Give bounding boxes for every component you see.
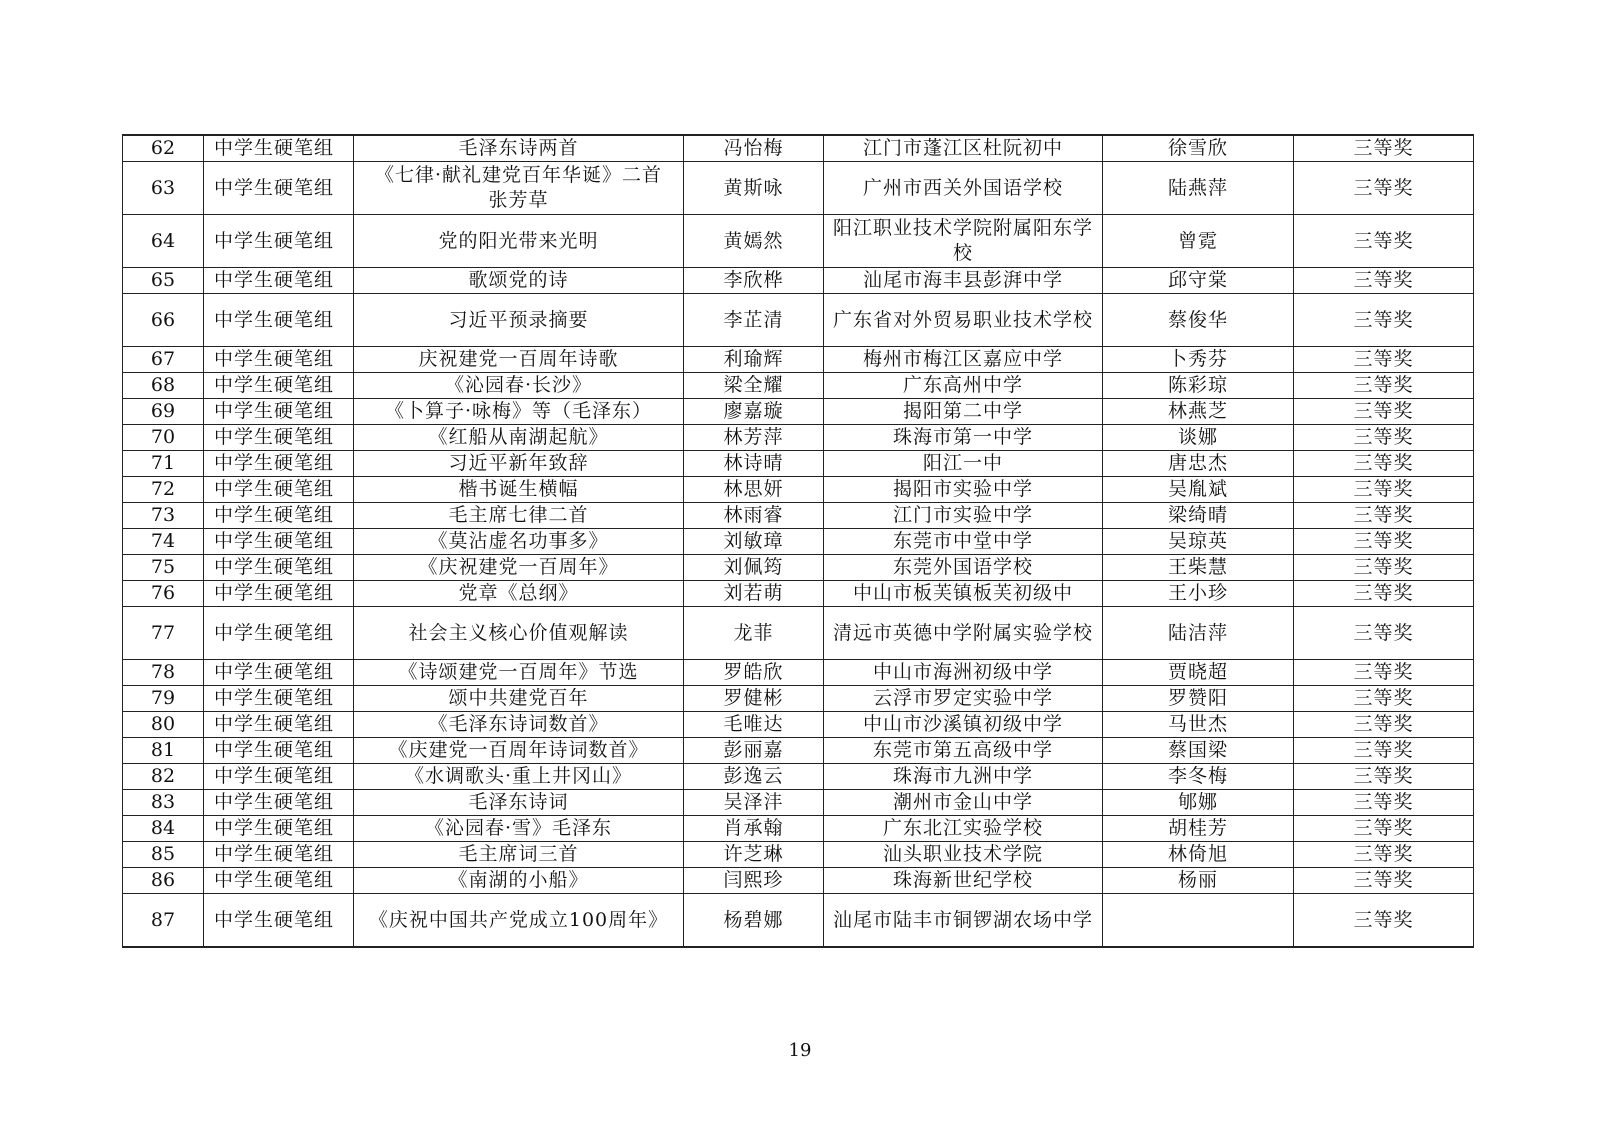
entry-author: 杨碧娜 bbox=[684, 894, 824, 948]
entry-author: 梁全耀 bbox=[684, 373, 824, 399]
entry-school: 汕尾市陆丰市铜锣湖农场中学 bbox=[824, 894, 1103, 948]
entry-author: 黄斯咏 bbox=[684, 162, 824, 215]
entry-category: 中学生硬笔组 bbox=[204, 135, 354, 162]
entry-category: 中学生硬笔组 bbox=[204, 215, 354, 268]
table-row bbox=[123, 503, 1474, 529]
entry-category: 中学生硬笔组 bbox=[204, 764, 354, 790]
entry-category: 中学生硬笔组 bbox=[204, 373, 354, 399]
entry-category: 中学生硬笔组 bbox=[204, 581, 354, 607]
entry-author: 肖承翰 bbox=[684, 816, 824, 842]
entry-award: 三等奖 bbox=[1294, 790, 1474, 816]
entry-author: 彭丽嘉 bbox=[684, 738, 824, 764]
table-row bbox=[123, 529, 1474, 555]
entry-school: 中山市板芙镇板芙初级中 bbox=[824, 581, 1103, 607]
entry-number: 69 bbox=[123, 399, 204, 425]
entry-teacher: 陆燕萍 bbox=[1103, 162, 1294, 215]
entry-award: 三等奖 bbox=[1294, 162, 1474, 215]
entry-author: 龙菲 bbox=[684, 607, 824, 660]
table-row bbox=[123, 268, 1474, 294]
entry-school: 江门市蓬江区杜阮初中 bbox=[824, 135, 1103, 162]
entry-number: 80 bbox=[123, 712, 204, 738]
entry-teacher: 曾霓 bbox=[1103, 215, 1294, 268]
entry-teacher: 李冬梅 bbox=[1103, 764, 1294, 790]
entry-school: 东莞市第五高级中学 bbox=[824, 738, 1103, 764]
entry-award: 三等奖 bbox=[1294, 347, 1474, 373]
entry-author: 林诗晴 bbox=[684, 451, 824, 477]
entry-title: 《水调歌头·重上井冈山》 bbox=[354, 764, 684, 790]
table-row bbox=[123, 790, 1474, 816]
entry-number: 81 bbox=[123, 738, 204, 764]
entry-title: 歌颂党的诗 bbox=[354, 268, 684, 294]
entry-teacher: 蔡国梁 bbox=[1103, 738, 1294, 764]
entry-award: 三等奖 bbox=[1294, 425, 1474, 451]
table-row bbox=[123, 842, 1474, 868]
entry-school: 云浮市罗定实验中学 bbox=[824, 686, 1103, 712]
entry-category: 中学生硬笔组 bbox=[204, 503, 354, 529]
table-row bbox=[123, 894, 1474, 948]
entry-award: 三等奖 bbox=[1294, 607, 1474, 660]
entry-number: 64 bbox=[123, 215, 204, 268]
entry-category: 中学生硬笔组 bbox=[204, 268, 354, 294]
entry-category: 中学生硬笔组 bbox=[204, 451, 354, 477]
entry-school: 珠海市九洲中学 bbox=[824, 764, 1103, 790]
entry-category: 中学生硬笔组 bbox=[204, 790, 354, 816]
entry-number: 84 bbox=[123, 816, 204, 842]
entry-author: 冯怡梅 bbox=[684, 135, 824, 162]
entry-award: 三等奖 bbox=[1294, 268, 1474, 294]
entry-author: 罗健彬 bbox=[684, 686, 824, 712]
entry-author: 李芷清 bbox=[684, 294, 824, 347]
entry-number: 67 bbox=[123, 347, 204, 373]
entry-school: 江门市实验中学 bbox=[824, 503, 1103, 529]
entry-school: 中山市海洲初级中学 bbox=[824, 660, 1103, 686]
entry-number: 76 bbox=[123, 581, 204, 607]
entry-title: 党的阳光带来光明 bbox=[354, 215, 684, 268]
entry-author: 许芝琳 bbox=[684, 842, 824, 868]
entry-author: 吴泽沣 bbox=[684, 790, 824, 816]
entry-teacher: 王柴慧 bbox=[1103, 555, 1294, 581]
entry-teacher: 梁绮晴 bbox=[1103, 503, 1294, 529]
entry-teacher: 马世杰 bbox=[1103, 712, 1294, 738]
entry-award: 三等奖 bbox=[1294, 842, 1474, 868]
entry-title: 《庆祝中国共产党成立100周年》 bbox=[354, 894, 684, 948]
entry-teacher: 陆洁萍 bbox=[1103, 607, 1294, 660]
entry-number: 78 bbox=[123, 660, 204, 686]
entry-number: 82 bbox=[123, 764, 204, 790]
entry-teacher: 徐雪欣 bbox=[1103, 135, 1294, 162]
entry-title: 《红船从南湖起航》 bbox=[354, 425, 684, 451]
entry-title: 颂中共建党百年 bbox=[354, 686, 684, 712]
entry-category: 中学生硬笔组 bbox=[204, 162, 354, 215]
table-row bbox=[123, 660, 1474, 686]
entry-teacher: 邱守棠 bbox=[1103, 268, 1294, 294]
entry-category: 中学生硬笔组 bbox=[204, 816, 354, 842]
entry-category: 中学生硬笔组 bbox=[204, 660, 354, 686]
table-row bbox=[123, 764, 1474, 790]
entry-number: 83 bbox=[123, 790, 204, 816]
entry-teacher: 罗赞阳 bbox=[1103, 686, 1294, 712]
entry-teacher: 杨丽 bbox=[1103, 868, 1294, 894]
entry-award: 三等奖 bbox=[1294, 294, 1474, 347]
table-row bbox=[123, 347, 1474, 373]
entry-title: 《沁园春·长沙》 bbox=[354, 373, 684, 399]
entry-award: 三等奖 bbox=[1294, 215, 1474, 268]
entry-award: 三等奖 bbox=[1294, 712, 1474, 738]
entry-teacher: 郇娜 bbox=[1103, 790, 1294, 816]
entry-author: 罗皓欣 bbox=[684, 660, 824, 686]
entry-category: 中学生硬笔组 bbox=[204, 894, 354, 948]
entry-title: 《沁园春·雪》毛泽东 bbox=[354, 816, 684, 842]
entry-title: 《莫沾虚名功事多》 bbox=[354, 529, 684, 555]
entry-number: 87 bbox=[123, 894, 204, 948]
entry-category: 中学生硬笔组 bbox=[204, 868, 354, 894]
entry-title: 《南湖的小船》 bbox=[354, 868, 684, 894]
entry-award: 三等奖 bbox=[1294, 894, 1474, 948]
entry-award: 三等奖 bbox=[1294, 503, 1474, 529]
entry-title: 毛泽东诗两首 bbox=[354, 135, 684, 162]
entry-teacher: 林燕芝 bbox=[1103, 399, 1294, 425]
entry-category: 中学生硬笔组 bbox=[204, 607, 354, 660]
entry-school: 珠海市第一中学 bbox=[824, 425, 1103, 451]
entry-school: 广东高州中学 bbox=[824, 373, 1103, 399]
entry-title: 《毛泽东诗词数首》 bbox=[354, 712, 684, 738]
entry-number: 68 bbox=[123, 373, 204, 399]
entry-author: 李欣桦 bbox=[684, 268, 824, 294]
entry-category: 中学生硬笔组 bbox=[204, 842, 354, 868]
entry-author: 利瑜辉 bbox=[684, 347, 824, 373]
entry-number: 65 bbox=[123, 268, 204, 294]
table-row bbox=[123, 477, 1474, 503]
entry-category: 中学生硬笔组 bbox=[204, 477, 354, 503]
entry-author: 刘佩筠 bbox=[684, 555, 824, 581]
entry-author: 林雨睿 bbox=[684, 503, 824, 529]
entry-teacher: 陈彩琼 bbox=[1103, 373, 1294, 399]
entry-school: 揭阳市实验中学 bbox=[824, 477, 1103, 503]
entry-award: 三等奖 bbox=[1294, 373, 1474, 399]
entry-category: 中学生硬笔组 bbox=[204, 555, 354, 581]
table-row bbox=[123, 215, 1474, 268]
entry-title: 《庆祝建党一百周年》 bbox=[354, 555, 684, 581]
entry-school: 珠海新世纪学校 bbox=[824, 868, 1103, 894]
entry-school: 广州市西关外国语学校 bbox=[824, 162, 1103, 215]
entry-teacher: 胡桂芳 bbox=[1103, 816, 1294, 842]
entry-school: 潮州市金山中学 bbox=[824, 790, 1103, 816]
table-row bbox=[123, 607, 1474, 660]
table-row bbox=[123, 373, 1474, 399]
entry-award: 三等奖 bbox=[1294, 399, 1474, 425]
entry-teacher: 谈娜 bbox=[1103, 425, 1294, 451]
entry-title: 毛主席词三首 bbox=[354, 842, 684, 868]
entry-author: 刘敏璋 bbox=[684, 529, 824, 555]
table-body bbox=[123, 135, 1474, 947]
page-number: 19 bbox=[788, 1040, 812, 1061]
entry-teacher: 林倚旭 bbox=[1103, 842, 1294, 868]
entry-number: 79 bbox=[123, 686, 204, 712]
entry-number: 62 bbox=[123, 135, 204, 162]
table-row bbox=[123, 712, 1474, 738]
entry-category: 中学生硬笔组 bbox=[204, 347, 354, 373]
entry-author: 毛唯达 bbox=[684, 712, 824, 738]
entry-award: 三等奖 bbox=[1294, 816, 1474, 842]
entry-school: 东莞外国语学校 bbox=[824, 555, 1103, 581]
entry-number: 77 bbox=[123, 607, 204, 660]
entry-author: 林芳萍 bbox=[684, 425, 824, 451]
entry-award: 三等奖 bbox=[1294, 555, 1474, 581]
entry-title: 党章《总纲》 bbox=[354, 581, 684, 607]
entry-award: 三等奖 bbox=[1294, 529, 1474, 555]
entry-teacher: 吴胤斌 bbox=[1103, 477, 1294, 503]
entry-author: 刘若萌 bbox=[684, 581, 824, 607]
entry-title: 《卜算子·咏梅》等（毛泽东） bbox=[354, 399, 684, 425]
entry-teacher: 卜秀芬 bbox=[1103, 347, 1294, 373]
entry-school: 揭阳第二中学 bbox=[824, 399, 1103, 425]
entry-author: 闫熙珍 bbox=[684, 868, 824, 894]
entry-title: 毛主席七律二首 bbox=[354, 503, 684, 529]
entry-number: 74 bbox=[123, 529, 204, 555]
entry-award: 三等奖 bbox=[1294, 764, 1474, 790]
entry-teacher: 王小珍 bbox=[1103, 581, 1294, 607]
entry-title: 社会主义核心价值观解读 bbox=[354, 607, 684, 660]
entry-author: 彭逸云 bbox=[684, 764, 824, 790]
entry-title: 《诗颂建党一百周年》节选 bbox=[354, 660, 684, 686]
entry-award: 三等奖 bbox=[1294, 477, 1474, 503]
entry-award: 三等奖 bbox=[1294, 686, 1474, 712]
entry-author: 廖嘉璇 bbox=[684, 399, 824, 425]
table-row bbox=[123, 135, 1474, 162]
entry-number: 73 bbox=[123, 503, 204, 529]
entry-category: 中学生硬笔组 bbox=[204, 529, 354, 555]
table-row bbox=[123, 294, 1474, 347]
entry-award: 三等奖 bbox=[1294, 581, 1474, 607]
entry-number: 85 bbox=[123, 842, 204, 868]
entry-school: 广东北江实验学校 bbox=[824, 816, 1103, 842]
entry-title: 习近平新年致辞 bbox=[354, 451, 684, 477]
entry-title: 庆祝建党一百周年诗歌 bbox=[354, 347, 684, 373]
table-row bbox=[123, 581, 1474, 607]
table-row bbox=[123, 816, 1474, 842]
entry-title: 楷书诞生横幅 bbox=[354, 477, 684, 503]
table-row bbox=[123, 868, 1474, 894]
award-table bbox=[122, 134, 1474, 948]
entry-teacher: 蔡俊华 bbox=[1103, 294, 1294, 347]
entry-award: 三等奖 bbox=[1294, 135, 1474, 162]
entry-school: 汕头职业技术学院 bbox=[824, 842, 1103, 868]
table-row bbox=[123, 399, 1474, 425]
entry-title: 《庆建党一百周年诗词数首》 bbox=[354, 738, 684, 764]
table-row bbox=[123, 162, 1474, 215]
entry-number: 86 bbox=[123, 868, 204, 894]
entry-category: 中学生硬笔组 bbox=[204, 294, 354, 347]
entry-school: 阳江一中 bbox=[824, 451, 1103, 477]
entry-number: 66 bbox=[123, 294, 204, 347]
table-row bbox=[123, 738, 1474, 764]
entry-school: 梅州市梅江区嘉应中学 bbox=[824, 347, 1103, 373]
table-row bbox=[123, 686, 1474, 712]
entry-award: 三等奖 bbox=[1294, 451, 1474, 477]
entry-award: 三等奖 bbox=[1294, 660, 1474, 686]
entry-school: 汕尾市海丰县彭湃中学 bbox=[824, 268, 1103, 294]
entry-teacher: 唐忠杰 bbox=[1103, 451, 1294, 477]
entry-category: 中学生硬笔组 bbox=[204, 712, 354, 738]
entry-category: 中学生硬笔组 bbox=[204, 425, 354, 451]
entry-author: 黄嫣然 bbox=[684, 215, 824, 268]
entry-award: 三等奖 bbox=[1294, 868, 1474, 894]
entry-award: 三等奖 bbox=[1294, 738, 1474, 764]
entry-teacher bbox=[1103, 894, 1294, 948]
entry-school: 中山市沙溪镇初级中学 bbox=[824, 712, 1103, 738]
entry-category: 中学生硬笔组 bbox=[204, 399, 354, 425]
table-row bbox=[123, 425, 1474, 451]
entry-teacher: 贾晓超 bbox=[1103, 660, 1294, 686]
entry-school: 东莞市中堂中学 bbox=[824, 529, 1103, 555]
entry-category: 中学生硬笔组 bbox=[204, 738, 354, 764]
entry-number: 63 bbox=[123, 162, 204, 215]
table-row bbox=[123, 555, 1474, 581]
entry-school: 阳江职业技术学院附属阳东学校 bbox=[824, 215, 1103, 268]
entry-author: 林思妍 bbox=[684, 477, 824, 503]
entry-number: 75 bbox=[123, 555, 204, 581]
entry-school: 清远市英德中学附属实验学校 bbox=[824, 607, 1103, 660]
entry-number: 71 bbox=[123, 451, 204, 477]
entry-school: 广东省对外贸易职业技术学校 bbox=[824, 294, 1103, 347]
entry-number: 72 bbox=[123, 477, 204, 503]
entry-number: 70 bbox=[123, 425, 204, 451]
entry-category: 中学生硬笔组 bbox=[204, 686, 354, 712]
entry-title: 习近平预录摘要 bbox=[354, 294, 684, 347]
table-row bbox=[123, 451, 1474, 477]
entry-title: 毛泽东诗词 bbox=[354, 790, 684, 816]
entry-teacher: 吴琼英 bbox=[1103, 529, 1294, 555]
entry-title: 《七律·献礼建党百年华诞》二首 张芳草 bbox=[354, 162, 684, 215]
